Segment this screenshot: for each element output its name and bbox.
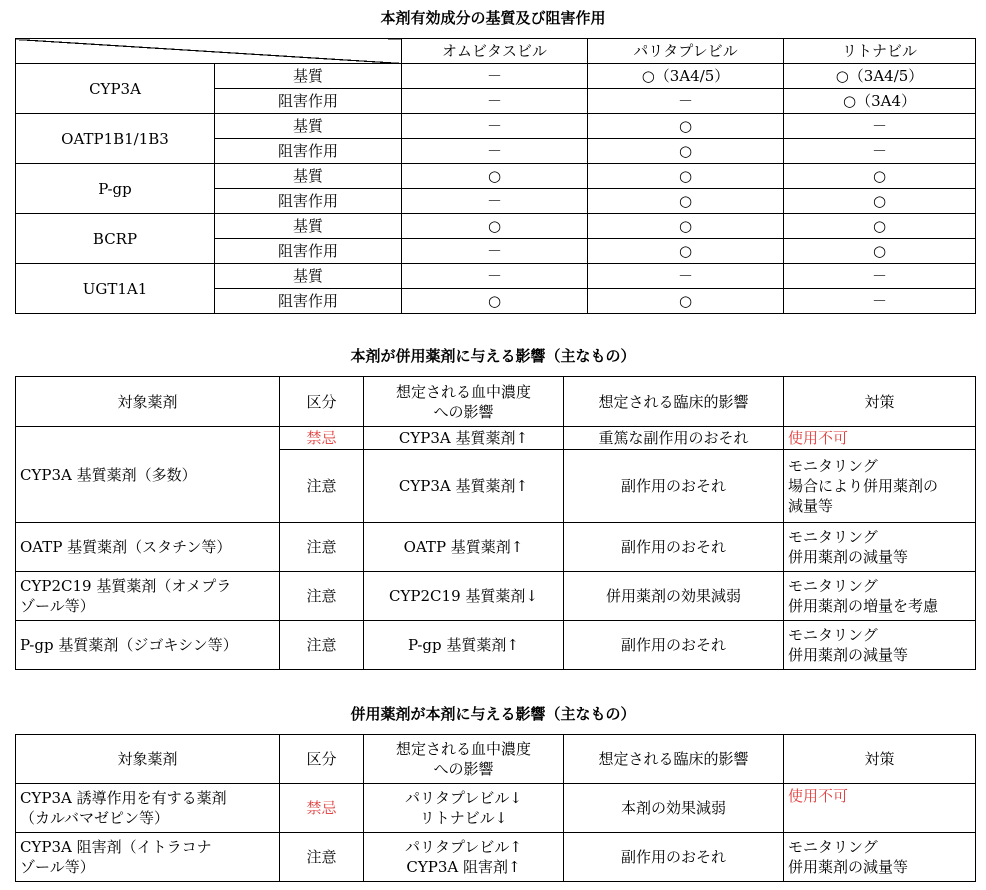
target-line: （カルバマゼピン等） [20, 809, 169, 827]
clinical-effect: 副作用のおそれ [564, 833, 784, 882]
table-row [16, 264, 976, 289]
table-row [16, 621, 976, 670]
table1-title: 本剤有効成分の基質及び阻害作用 [380, 9, 606, 27]
group-label: OATP1B1/1B3 [16, 114, 215, 164]
measure-line: 減量等 [788, 497, 834, 515]
clinical-effect: 副作用のおそれ [564, 621, 784, 670]
measure [784, 450, 976, 523]
concentration-effect [364, 833, 564, 882]
target-drug: CYP3A 基質薬剤（多数） [16, 427, 280, 523]
concentration-effect: CYP3A 基質薬剤↑ [364, 450, 564, 523]
header-clinical: 想定される臨床的影響 [564, 735, 784, 784]
diagonal-corner-cell [16, 39, 402, 64]
table-row [16, 427, 976, 450]
category-contraindicated: 禁忌 [280, 427, 364, 450]
header-measure: 対策 [784, 735, 976, 784]
sub-label: 阻害作用 [215, 89, 402, 114]
concentration-effect: P-gp 基質薬剤↑ [364, 621, 564, 670]
value-cell: ○ [588, 189, 784, 214]
sub-label: 基質 [215, 114, 402, 139]
target-drug [16, 784, 280, 833]
value-cell: ○ [588, 239, 784, 264]
group-label: CYP3A [16, 64, 215, 114]
target-drug [16, 572, 280, 621]
target-drug: P-gp 基質薬剤（ジゴキシン等） [16, 621, 280, 670]
measure [784, 572, 976, 621]
group-label: P-gp [16, 164, 215, 214]
table-row [16, 164, 976, 189]
value-cell: ○ [784, 239, 976, 264]
value-cell: ○ [784, 189, 976, 214]
measure-line: 併用薬剤の減量等 [788, 548, 909, 566]
header-concentration-line2: への影響 [433, 760, 494, 778]
value-cell: ○ [588, 164, 784, 189]
value-cell: － [588, 264, 784, 289]
clinical-effect: 本剤の効果減弱 [564, 784, 784, 833]
target-line: CYP2C19 基質薬剤（オメプラ [20, 577, 232, 595]
measure-line: 併用薬剤の増量を考慮 [788, 597, 939, 615]
header-concentration [364, 377, 564, 427]
value-cell: － [784, 289, 976, 314]
value-cell: － [402, 189, 588, 214]
category-contraindicated: 禁忌 [280, 784, 364, 833]
header-clinical: 想定される臨床的影響 [564, 377, 784, 427]
value-cell: － [402, 239, 588, 264]
measure: 使用不可 [784, 784, 976, 833]
value-cell: － [402, 114, 588, 139]
measure [784, 523, 976, 572]
value-cell: ○ [588, 289, 784, 314]
clinical-effect: 重篤な副作用のおそれ [564, 427, 784, 450]
value-cell: ○ [588, 214, 784, 239]
target-line: ゾール等） [20, 597, 95, 615]
header-category: 区分 [280, 377, 364, 427]
table-row [16, 833, 976, 882]
target-line: CYP3A 阻害剤（イトラコナ [20, 838, 212, 856]
group-label: BCRP [16, 214, 215, 264]
effect-on-this-drug-table [15, 734, 976, 882]
sub-label: 阻害作用 [215, 239, 402, 264]
measure-line: 併用薬剤の減量等 [788, 858, 909, 876]
value-cell: － [402, 64, 588, 89]
measure: 使用不可 [784, 427, 976, 450]
measure-line: モニタリング [788, 528, 878, 546]
header-target: 対象薬剤 [16, 377, 280, 427]
table-row [16, 523, 976, 572]
measure-line: モニタリング [788, 626, 878, 644]
concentration-line: パリタプレビル↑ [405, 838, 522, 856]
category-caution: 注意 [280, 523, 364, 572]
measure [784, 833, 976, 882]
measure-line: モニタリング [788, 457, 878, 475]
clinical-effect: 副作用のおそれ [564, 450, 784, 523]
header-target: 対象薬剤 [16, 735, 280, 784]
value-cell: ○（3A4/5） [784, 64, 976, 89]
effect-on-coadministered-table [15, 376, 976, 670]
value-cell: ○ [784, 164, 976, 189]
table-row [16, 572, 976, 621]
concentration-effect [364, 784, 564, 833]
value-cell: ○ [402, 164, 588, 189]
table-header-row [16, 39, 976, 64]
sub-label: 阻害作用 [215, 289, 402, 314]
value-cell: ○ [588, 139, 784, 164]
table-header-row [16, 735, 976, 784]
measure-line: モニタリング [788, 577, 878, 595]
value-cell: ○ [402, 214, 588, 239]
measure-line: モニタリング [788, 838, 878, 856]
target-drug: OATP 基質薬剤（スタチン等） [16, 523, 280, 572]
sub-label: 阻害作用 [215, 189, 402, 214]
value-cell: － [402, 89, 588, 114]
header-ombitasvir: オムビタスビル [402, 39, 588, 64]
value-cell: － [402, 264, 588, 289]
category-caution: 注意 [280, 450, 364, 523]
header-category: 区分 [280, 735, 364, 784]
group-label: UGT1A1 [16, 264, 215, 314]
sub-label: 基質 [215, 264, 402, 289]
header-measure: 対策 [784, 377, 976, 427]
clinical-effect: 併用薬剤の効果減弱 [564, 572, 784, 621]
category-caution: 注意 [280, 833, 364, 882]
table-row [16, 64, 976, 89]
category-caution: 注意 [280, 621, 364, 670]
measure-line: 併用薬剤の減量等 [788, 646, 909, 664]
category-caution: 注意 [280, 572, 364, 621]
header-concentration-line1: 想定される血中濃度 [395, 740, 531, 758]
value-cell: － [784, 114, 976, 139]
table3-title: 併用薬剤が本剤に与える影響（主なもの） [350, 705, 636, 723]
measure-line: 場合により併用薬剤の [788, 477, 939, 495]
sub-label: 阻害作用 [215, 139, 402, 164]
substrate-inhibition-table [15, 38, 976, 314]
concentration-effect: CYP2C19 基質薬剤↓ [364, 572, 564, 621]
table-row [16, 214, 976, 239]
sub-label: 基質 [215, 214, 402, 239]
target-line: ゾール等） [20, 858, 95, 876]
value-cell: ○ [402, 289, 588, 314]
header-ritonavir: リトナビル [784, 39, 976, 64]
table2-title: 本剤が併用薬剤に与える影響（主なもの） [350, 347, 636, 365]
value-cell: － [402, 139, 588, 164]
header-concentration-line1: 想定される血中濃度 [395, 382, 531, 401]
value-cell: － [784, 264, 976, 289]
value-cell: ○ [784, 214, 976, 239]
target-line: CYP3A 誘導作用を有する薬剤 [20, 789, 227, 807]
concentration-line: リトナビル↓ [419, 809, 508, 827]
target-drug [16, 833, 280, 882]
table-row [16, 784, 976, 833]
value-cell: ○（3A4） [784, 89, 976, 114]
table-row [16, 114, 976, 139]
value-cell: － [784, 139, 976, 164]
clinical-effect: 副作用のおそれ [564, 523, 784, 572]
concentration-line: CYP3A 阻害剤↑ [406, 858, 521, 876]
value-cell: － [588, 89, 784, 114]
value-cell: ○（3A4/5） [588, 64, 784, 89]
value-cell: ○ [588, 114, 784, 139]
concentration-effect: CYP3A 基質薬剤↑ [364, 427, 564, 450]
header-concentration [364, 735, 564, 784]
concentration-effect: OATP 基質薬剤↑ [364, 523, 564, 572]
header-paritaprevir: パリタプレビル [588, 39, 784, 64]
table-header-row [16, 377, 976, 427]
measure [784, 621, 976, 670]
concentration-line: パリタプレビル↓ [405, 789, 522, 807]
header-concentration-line2: への影響 [433, 402, 494, 421]
sub-label: 基質 [215, 64, 402, 89]
sub-label: 基質 [215, 164, 402, 189]
